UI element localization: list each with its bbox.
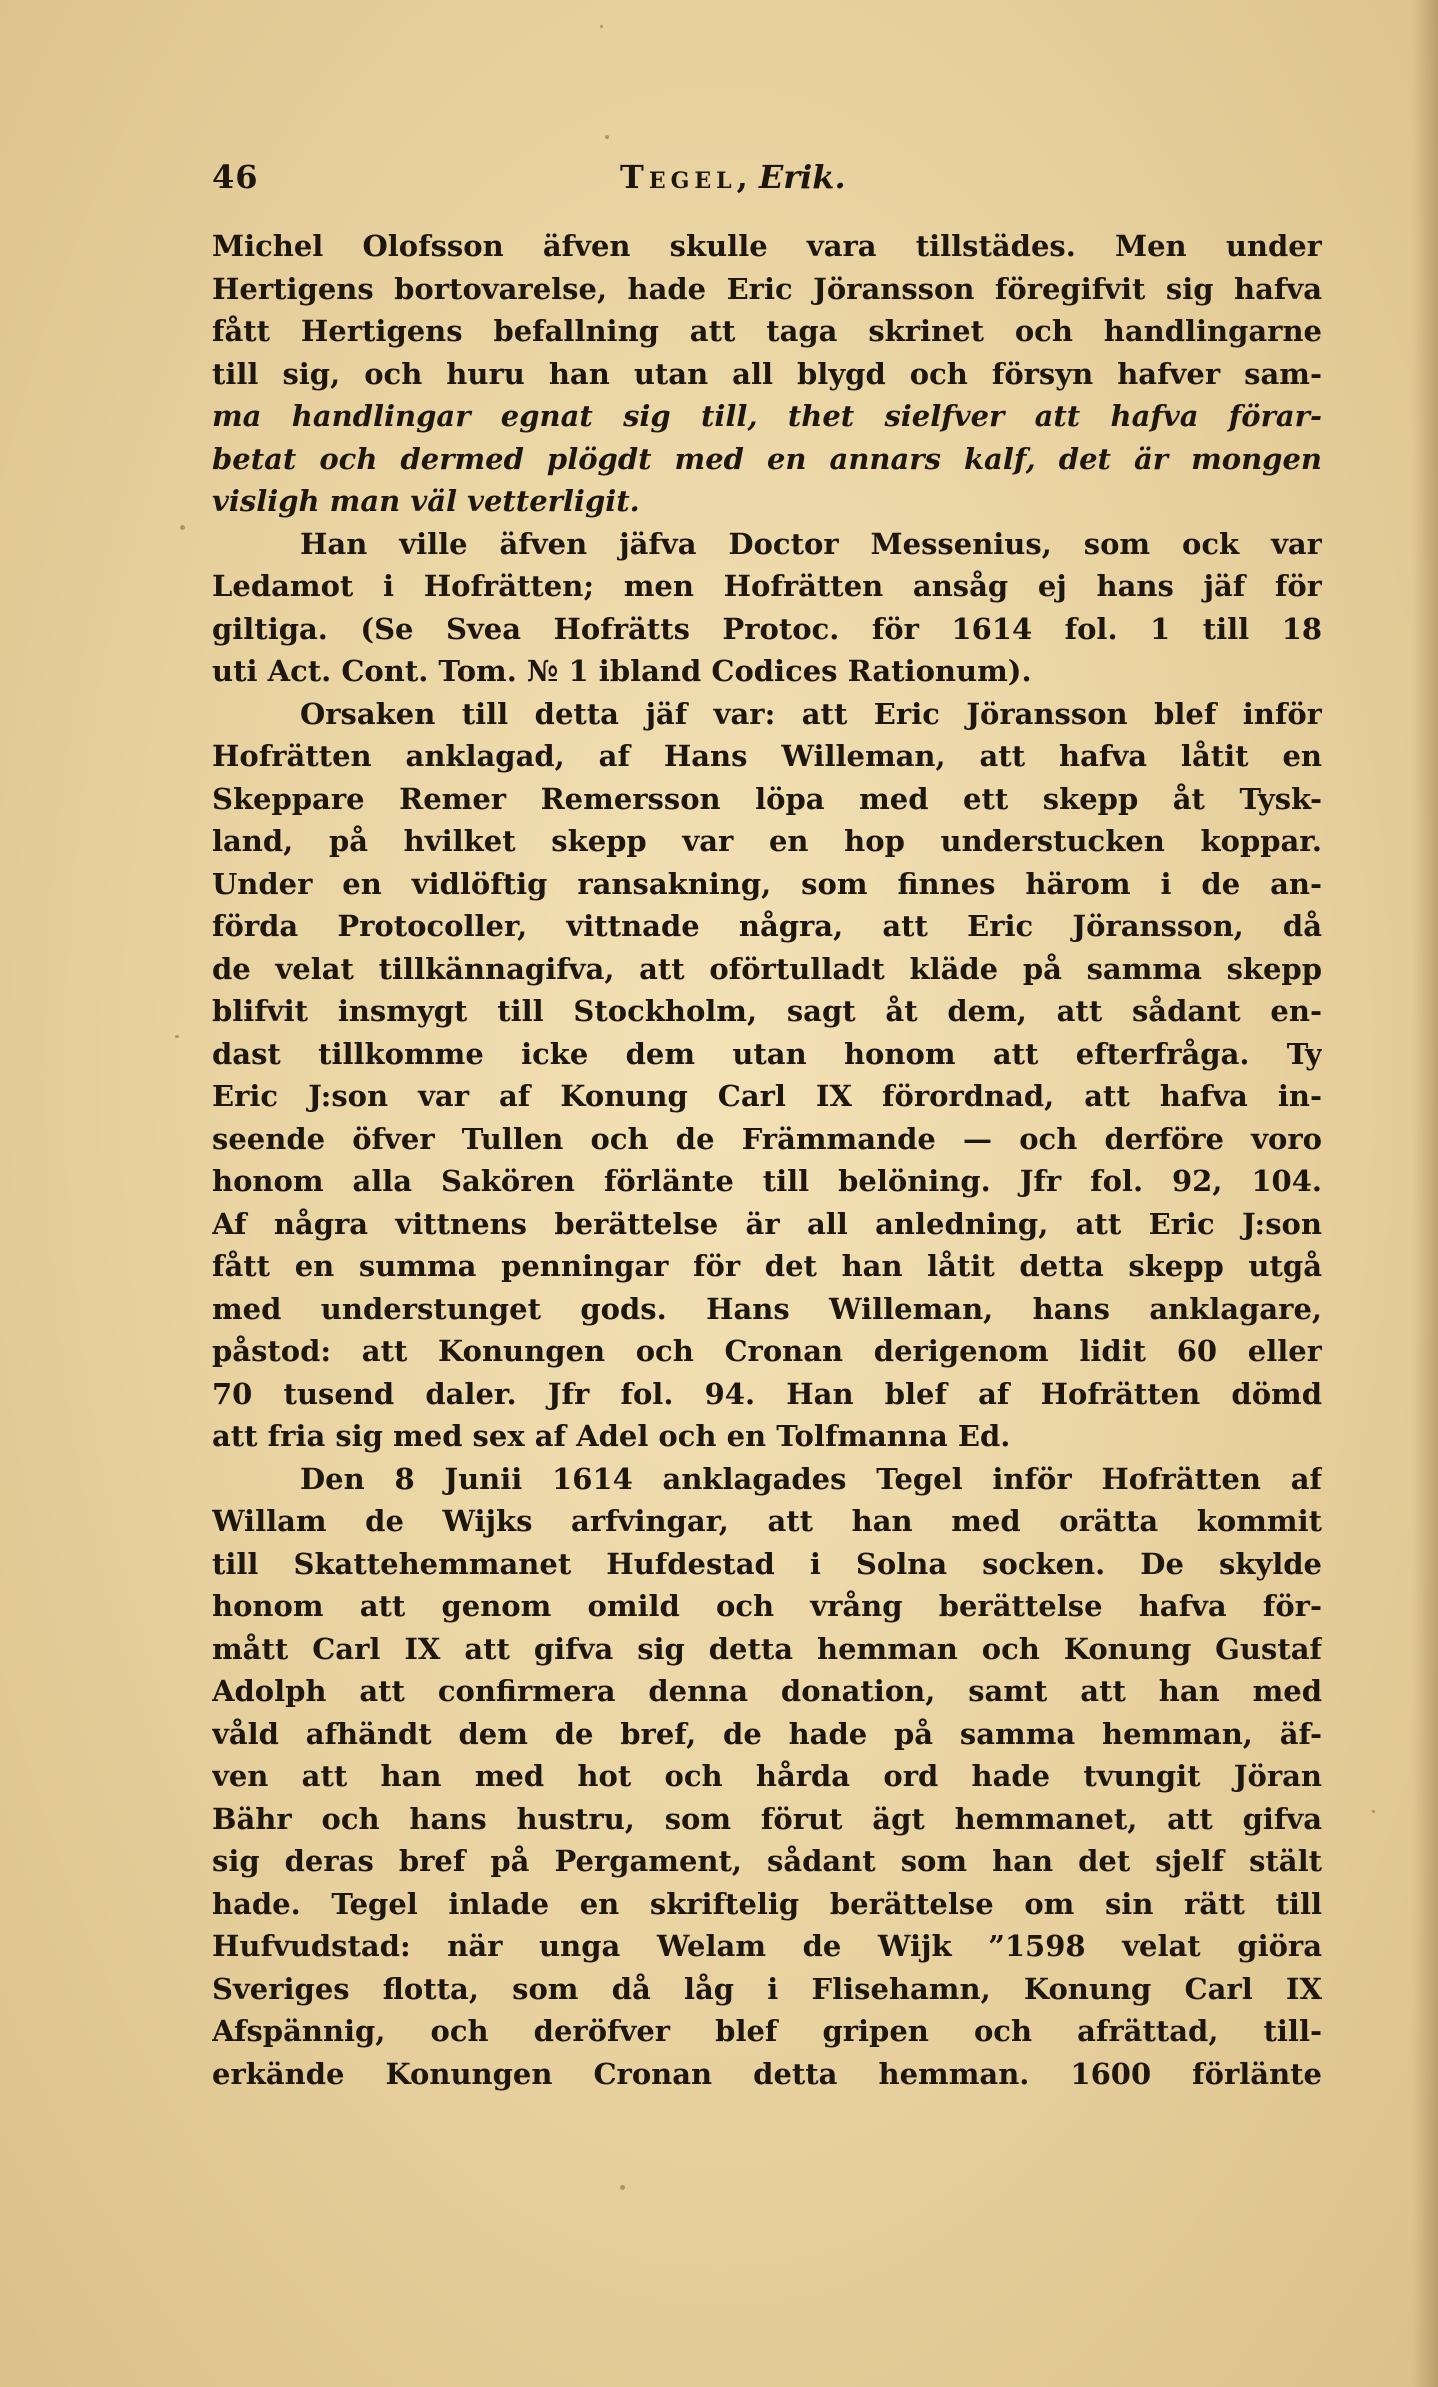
text-line: fått en summa penningar för det han låtit detta skepp utgå [212, 1249, 1322, 1283]
text-line: erkände Konungen Cronan detta hemman. 1600 förlänte [212, 2056, 1322, 2091]
text-line: Hofrätten anklagad, af Hans Willeman, att hafva låtit en [212, 739, 1322, 773]
paper-speck [620, 2185, 625, 2190]
text-line: Willam de Wijks arfvingar, att han med orätta kommit [212, 1504, 1322, 1538]
text-line: Afspännig, och deröfver blef gripen och afrättad, till- [212, 2014, 1322, 2048]
paper-speck [1372, 1810, 1375, 1813]
text-line: Hufvudstad: när unga Welam de Wijk ”1598 velat giöra [212, 1929, 1322, 1963]
text-line: honom alla Sakören förlänte till belöning. Jfr fol. 92, 104. [212, 1164, 1322, 1198]
paper-speck [180, 525, 185, 530]
text-line: Adolph att confirmera denna donation, samt att han med [212, 1674, 1322, 1708]
text-line: fått Hertigens befallning att taga skrinet och handlingarne [212, 314, 1322, 348]
text-line: uti Act. Cont. Tom. № 1 ibland Codices Rationum). [212, 654, 1032, 688]
text-line: Den 8 Junii 1614 anklagades Tegel inför Hofrätten af [300, 1461, 1322, 1496]
text-line: Han ville äfven jäfva Doctor Messenius, som ock var [300, 526, 1322, 561]
text-line: till sig, och huru han utan all blygd och försyn hafver sam- [212, 356, 1322, 391]
text-line: påstod: att Konungen och Cronan derigenom lidit 60 eller [212, 1334, 1322, 1368]
text-line: ven att han med hot och hårda ord hade tvungit Jöran [212, 1759, 1322, 1793]
text-line: seende öfver Tullen och de Främmande — och derföre voro [212, 1121, 1322, 1156]
text-line: Ledamot i Hofrätten; men Hofrätten ansåg ej hans jäf för [212, 569, 1322, 603]
text-line: till Skattehemmanet Hufdestad i Solna socken. De skylde [212, 1546, 1322, 1581]
text-line: Skeppare Remer Remersson löpa med ett skepp åt Tysk- [212, 781, 1322, 816]
text-line: Sveriges flotta, som då låg i Flisehamn, Konung Carl IX [212, 1971, 1322, 2006]
text-line: Michel Olofsson äfven skulle vara tillstädes. Men under [212, 229, 1322, 263]
paper-speck [600, 25, 603, 28]
text-line: land, på hvilket skepp var en hop understucken koppar. [212, 824, 1322, 858]
header-title: Tegel, Erik. [620, 158, 846, 196]
text-line: de velat tillkännagifva, att oförtulladt kläde på samma skepp [212, 951, 1322, 986]
text-line: giltiga. (Se Svea Hofrätts Protoc. för 1614 fol. 1 till 18 [212, 611, 1322, 646]
text-line: våld afhändt dem de bref, de hade på samma hemman, äf- [212, 1716, 1322, 1751]
text-line: förda Protocoller, vittnade några, att Eric Jöransson, då [212, 909, 1322, 943]
text-line: dast tillkomme icke dem utan honom att efterfråga. Ty [212, 1036, 1322, 1071]
header-given-name: Erik. [758, 158, 846, 196]
text-line: honom att genom omild och vrång berättelse hafva för- [212, 1589, 1322, 1623]
page-number: 46 [212, 158, 259, 196]
text-line: Eric J:son var af Konung Carl IX förordnad, att hafva in- [212, 1079, 1322, 1113]
text-line: sig deras bref på Pergament, sådant som han det sjelf stält [212, 1844, 1322, 1878]
body-text [212, 225, 1322, 2095]
text-line: hade. Tegel inlade en skriftelig berättelse om sin rätt till [212, 1886, 1322, 1921]
page-edge-shadow [1412, 0, 1438, 2387]
text-line: Bähr och hans hustru, som förut ägt hemmanet, att gifva [212, 1801, 1322, 1836]
paper-speck [175, 1035, 179, 1038]
text-line: visligh man väl vetterligit. [212, 484, 640, 518]
header-surname: Tegel [620, 158, 737, 196]
text-line: 70 tusend daler. Jfr fol. 94. Han blef af Hofrätten dömd [212, 1376, 1322, 1411]
text-line: Orsaken till detta jäf var: att Eric Jöransson blef inför [300, 696, 1322, 731]
text-line: med understunget gods. Hans Willeman, hans anklagare, [212, 1291, 1322, 1326]
text-line: mått Carl IX att gifva sig detta hemman och Konung Gustaf [212, 1631, 1322, 1666]
text-line: att fria sig med sex af Adel och en Tolfmanna Ed. [212, 1419, 1011, 1453]
text-line: ma handlingar egnat sig till, thet sielfver att hafva förar- [212, 399, 1322, 433]
text-line: Hertigens bortovarelse, hade Eric Jöransson föregifvit sig hafva [212, 271, 1322, 306]
text-line: Af några vittnens berättelse är all anledning, att Eric J:son [212, 1206, 1322, 1241]
text-line: blifvit insmygt till Stockholm, sagt åt dem, att sådant en- [212, 994, 1322, 1028]
text-line: betat och dermed plögdt med en annars kalf, det är mongen [212, 441, 1322, 476]
running-head [212, 158, 1312, 204]
paper-speck [605, 135, 609, 139]
text-line: Under en vidlöftig ransakning, som finnes härom i de an- [212, 866, 1322, 901]
